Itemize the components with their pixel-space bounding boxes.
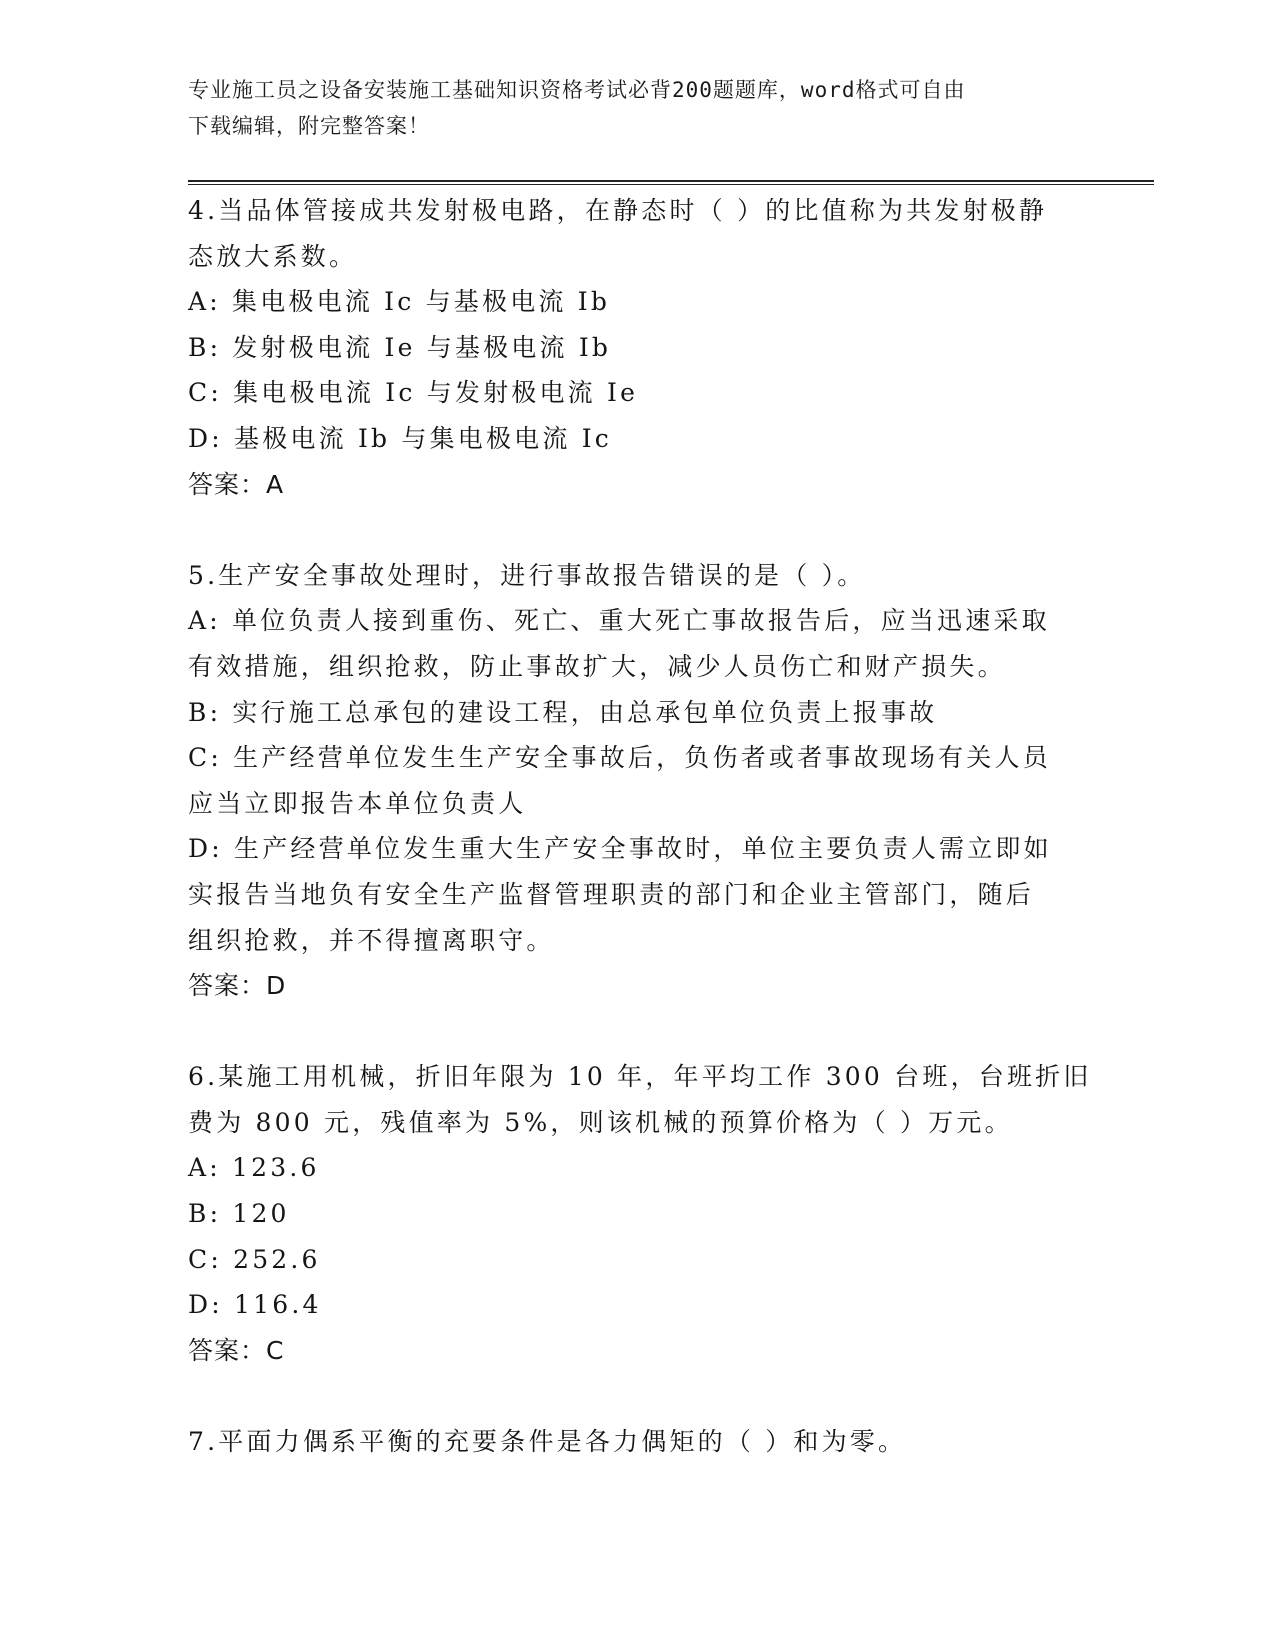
option-c: C: 生产经营单位发生生产安全事故后，负伤者或者事故现场有关人员 — [188, 743, 1051, 773]
option-b: B: 120 — [188, 1199, 290, 1229]
option-d: D: 116.4 — [188, 1290, 322, 1320]
option-d-continued: 实报告当地负有安全生产监督管理职责的部门和企业主管部门，随后 — [188, 879, 1035, 909]
header-rule-thick — [188, 180, 1154, 182]
option-d: D: 生产经营单位发生重大生产安全事故时，单位主要负责人需立即如 — [188, 834, 1052, 864]
question-text: 6.某施工用机械，折旧年限为 10 年，年平均工作 300 台班，台班折旧 — [188, 1062, 1092, 1092]
question-list — [188, 188, 1092, 1465]
question-text: 5.生产安全事故处理时，进行事故报告错误的是（ ）。 — [188, 560, 866, 590]
question-block — [188, 1419, 1088, 1465]
answer-text: 答案：C — [188, 1335, 285, 1365]
option-a-continued: 有效措施，组织抢救，防止事故扩大，减少人员伤亡和财产损失。 — [188, 651, 1006, 681]
question-spacer — [188, 507, 1088, 553]
header-rule-thin — [188, 184, 1154, 185]
question-spacer — [188, 1373, 1088, 1419]
question-spacer — [188, 1009, 1088, 1055]
option-a: A: 单位负责人接到重伤、死亡、重大死亡事故报告后，应当迅速采取 — [188, 606, 1050, 636]
option-c: C: 集电极电流 Ic 与发射极电流 Ie — [188, 378, 639, 408]
option-d-continued: 组织抢救，并不得擅离职守。 — [188, 925, 555, 955]
option-b: B: 实行施工总承包的建设工程，由总承包单位负责上报事故 — [188, 697, 938, 727]
question-block — [188, 188, 1088, 553]
question-text: 7.平面力偶系平衡的充要条件是各力偶矩的（ ）和为零。 — [188, 1427, 907, 1457]
question-text: 费为 800 元，残值率为 5%，则该机械的预算价格为（ ）万元。 — [188, 1107, 1013, 1137]
option-a: A: 集电极电流 Ic 与基极电流 Ib — [188, 287, 611, 317]
question-text: 4.当品体管接成共发射极电路，在静态时（ ）的比值称为共发射极静 — [188, 196, 1048, 225]
question-block — [188, 1054, 1092, 1419]
option-b: B: 发射极电流 Ie 与基极电流 Ib — [188, 332, 612, 362]
question-block — [188, 553, 1088, 1055]
document-header: 专业施工员之设备安装施工基础知识资格考试必背200题题库，word格式可自由 下载编辑，附完整答案！ — [188, 78, 966, 138]
answer-text: 答案：D — [188, 971, 287, 1001]
question-text: 态放大系数。 — [188, 241, 358, 271]
answer-text: 答案：A — [188, 469, 285, 499]
option-d: D: 基极电流 Ib 与集电极电流 Ic — [188, 423, 613, 453]
option-c-continued: 应当立即报告本单位负责人 — [188, 788, 527, 818]
option-c: C: 252.6 — [188, 1244, 321, 1274]
option-a: A: 123.6 — [188, 1153, 320, 1183]
